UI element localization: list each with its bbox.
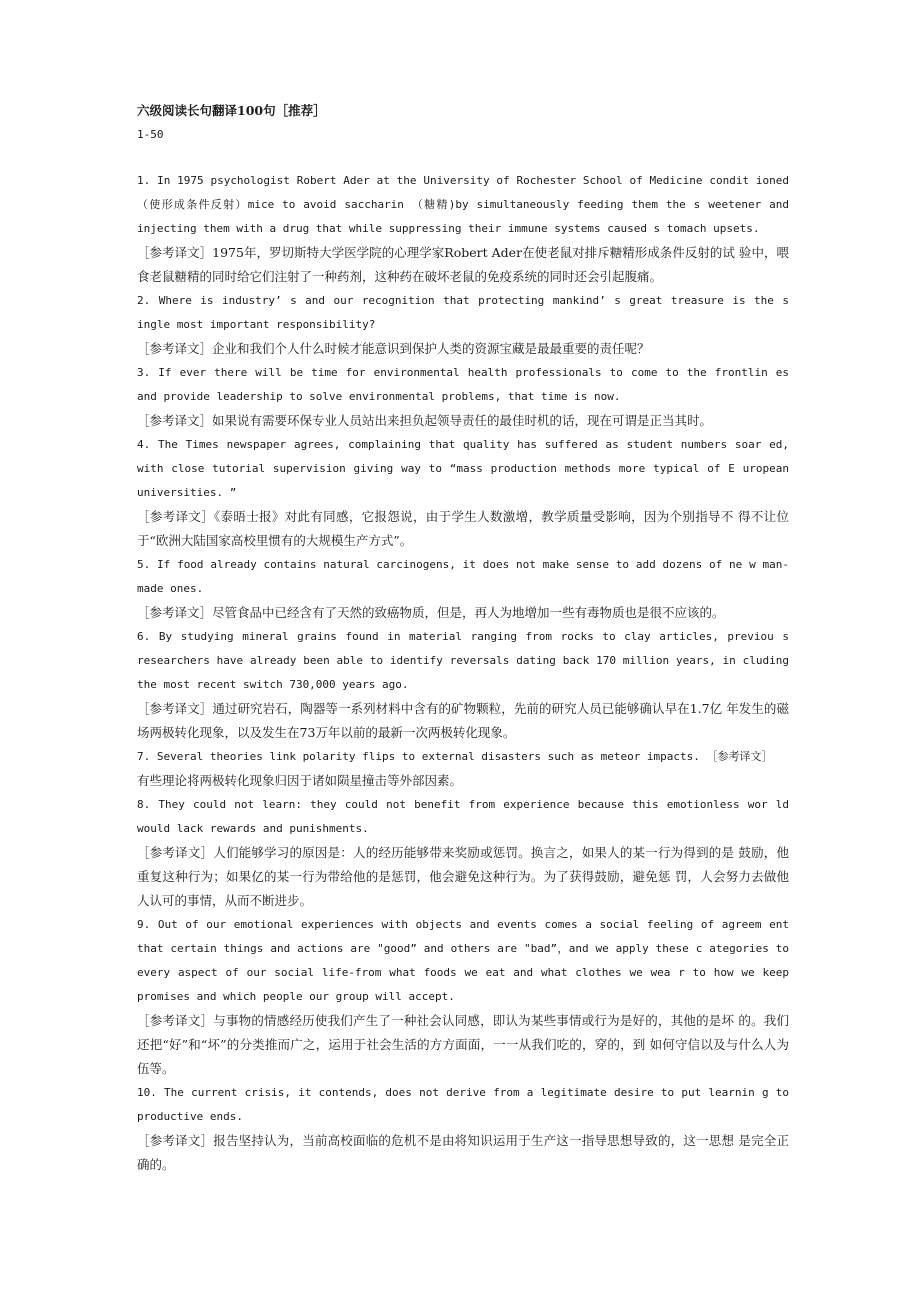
document-title: 六级阅读长句翻译100句［推荐］ <box>137 103 326 118</box>
document-page <box>137 99 789 1177</box>
english-sentence: 8. They could not learn: they could not benefit from experience because this emotionless wor ld would lack rewards and punishments. <box>137 798 789 835</box>
english-sentence: 7. Several theories link polarity flips to external disasters such as meteor impacts. ［参考译文］ <box>137 750 773 763</box>
sentence-item-5 <box>137 553 789 625</box>
english-sentence: 5. If food already contains natural carcinogens, it does not make sense to add dozens of ne w man-made ones. <box>137 558 789 595</box>
sentence-item-7 <box>137 745 789 793</box>
reference-translation: ［参考译文］与事物的情感经历使我们产生了一种社会认同感，即认为某些事情或行为是好的，其他的是坏 的。我们还把“好”和“坏”的分类推而广之，运用于社会生活的方方面面，一一从我们吃的，穿的，到 如何守信以及与什么人为伍等。 <box>137 1013 789 1076</box>
reference-translation: ［参考译文］报告坚持认为，当前高校面临的危机不是由将知识运用于生产这一指导思想导致的，这一思想 是完全正确的。 <box>137 1133 789 1172</box>
sentence-item-6 <box>137 625 789 745</box>
english-sentence: 6. By studying mineral grains found in material ranging from rocks to clay articles, previou s researchers have already been able to identify reversals dating back 170 million years, in cluding the most recent switch 730,000 years ago. <box>137 630 789 691</box>
sentence-item-10 <box>137 1081 789 1177</box>
reference-translation: ［参考译文］如果说有需要环保专业人员站出来担负起领导责任的最佳时机的话，现在可谓是正当其时。 <box>137 413 713 428</box>
sentence-item-2 <box>137 289 789 361</box>
sentence-item-9 <box>137 913 789 1081</box>
reference-translation: ［参考译文］企业和我们个人什么时候才能意识到保护人类的资源宝藏是最最重要的责任呢？ <box>137 341 650 356</box>
english-sentence: 2. Where is industry’ s and our recognition that protecting mankind’ s great treasure is the s ingle most important responsibility? <box>137 294 789 331</box>
english-sentence: 3. If ever there will be time for environmental health professionals to come to the frontlin es and provide leadership to solve environmental problems, that time is now. <box>137 366 789 403</box>
sentence-item-3 <box>137 361 789 433</box>
english-sentence: 1. In 1975 psychologist Robert Ader at the University of Rochester School of Medicine condit ioned（使形成条件反射）mice to avoid saccharin （糖精)by simultaneously feeding them the s weetener and injecting them with a drug that while suppressing their immune systems caused s tomach upsets. <box>137 174 789 235</box>
reference-translation: 有些理论将两极转化现象归因于诸如陨星撞击等外部因素。 <box>137 773 463 788</box>
reference-translation: ［参考译文］人们能够学习的原因是：人的经历能够带来奖励或惩罚。换言之，如果人的某一行为得到的是 鼓励，他重复这种行为；如果亿的某一行为带给他的是惩罚，他会避免这种行为。为了获得鼓励，避免惩 罚，人会努力去做他人认可的事情，从而不断进步。 <box>137 845 789 908</box>
english-sentence: 10. The current crisis, it contends, does not derive from a legitimate desire to put learnin g to productive ends. <box>137 1086 789 1123</box>
document-range: 1-50 <box>137 128 164 141</box>
sentence-item-4 <box>137 433 789 553</box>
reference-translation: ［参考译文］尽管食品中已经含有了天然的致癌物质，但是，再人为地增加一些有毒物质也是很不应该的。 <box>137 605 725 620</box>
reference-translation: ［参考译文］1975年，罗切斯特大学医学院的心理学家Robert Ader在使老鼠对排斥糖精形成条件反射的试 验中，喂食老鼠糖精的同时给它们注射了一种药剂，这种药在破坏老鼠的免疫系统的同时还会引起腹痛。 <box>137 245 789 284</box>
sentence-item-8 <box>137 793 789 913</box>
reference-translation: ［参考译文］《泰晤士报》对此有同感，它报怨说，由于学生人数激增，教学质量受影响，因为个别指导不 得不让位于“欧洲大陆国家高校里惯有的大规模生产方式”。 <box>137 509 789 548</box>
english-sentence: 9. Out of our emotional experiences with objects and events comes a social feeling of agreem ent that certain things and actions are "good” and others are "bad”，and we apply these c ategories to every aspect of our social life-from what foods we eat and what clothes we wea r to how we keep promises and which people our group will accept. <box>137 918 789 1003</box>
english-sentence: 4. The Times newspaper agrees, complaining that quality has suffered as student numbers soar ed, with close tutorial supervision giving way to “mass production methods more typical of E uropean universities. ” <box>137 438 789 499</box>
sentence-item-1 <box>137 169 789 289</box>
reference-translation: ［参考译文］通过研究岩石，陶器等一系列材料中含有的矿物颗粒，先前的研究人员已能够确认早在1.7亿 年发生的磁场两极转化现象，以及发生在73万年以前的最新一次两极转化现象。 <box>137 701 789 740</box>
